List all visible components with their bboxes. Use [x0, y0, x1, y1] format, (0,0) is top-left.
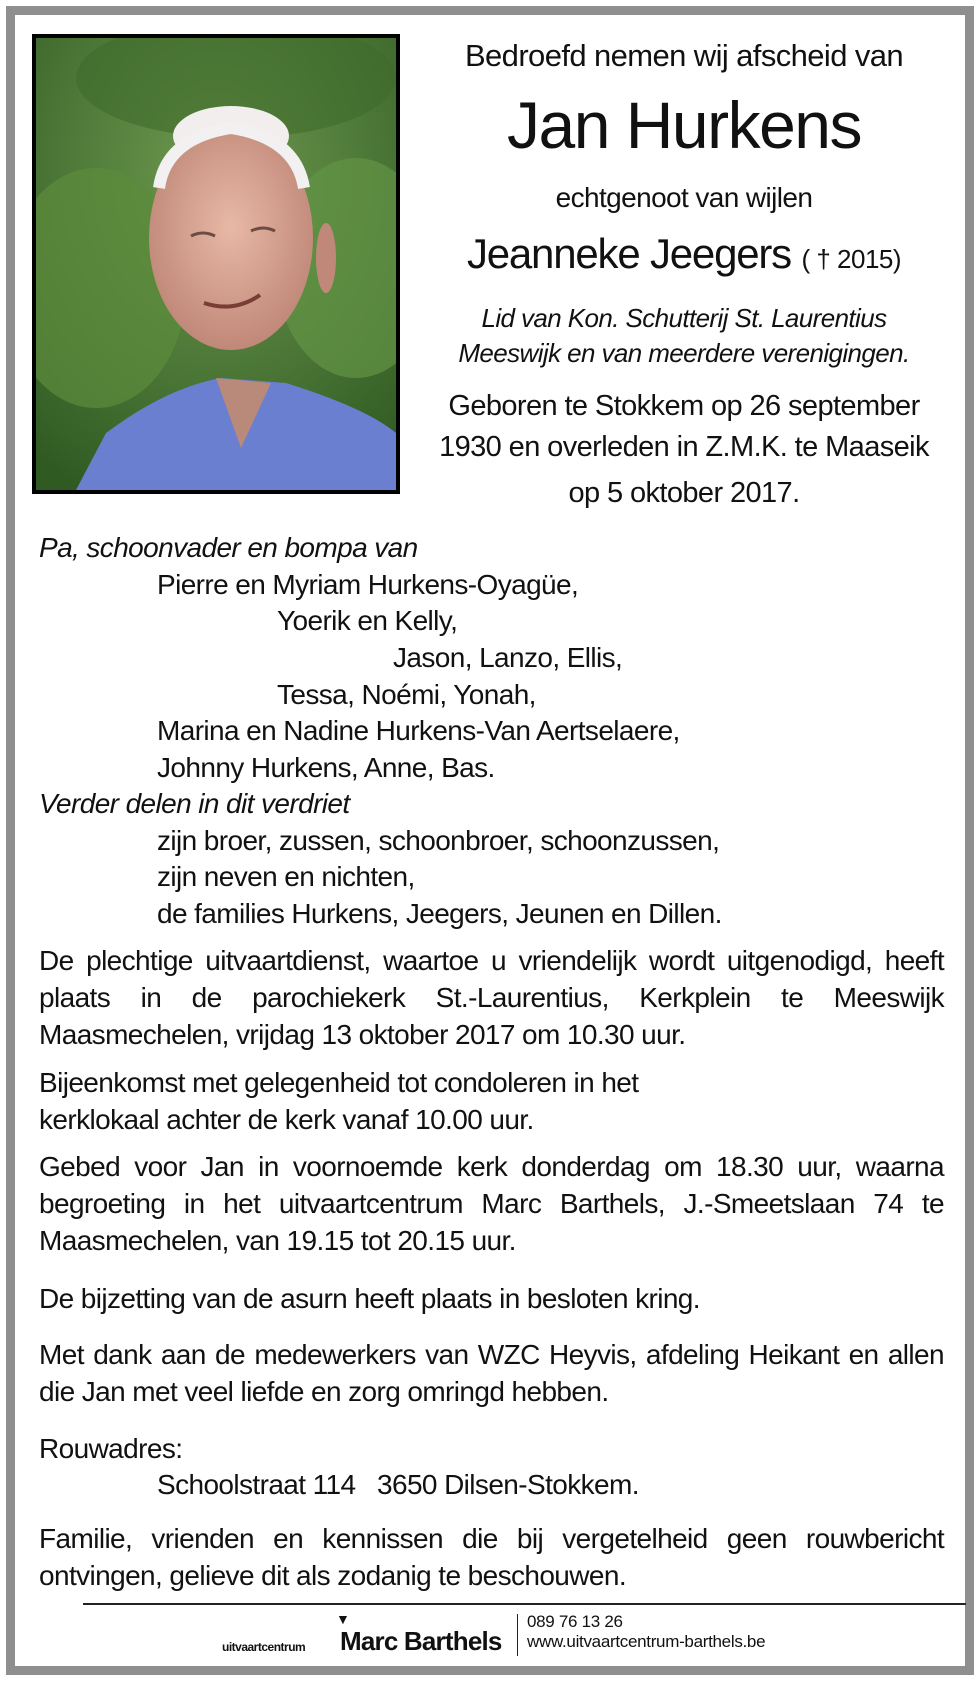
spouse-death: ( † 2015): [801, 244, 902, 274]
life-line-2: 1930 en overleden in Z.M.K. te Maaseik: [439, 431, 929, 463]
family-line: Tessa, Noémi, Yonah,: [277, 679, 536, 710]
family-line: Jason, Lanzo, Ellis,: [393, 642, 623, 673]
life-line-1: Geboren te Stokkem op 26 september: [448, 390, 920, 422]
others-line: zijn broer, zussen, schoonbroer, schoonzussen,: [157, 825, 720, 856]
spouse-line: [420, 228, 948, 285]
footer-brand: Marc Barthels: [340, 1626, 502, 1656]
footer-website[interactable]: www.uitvaartcentrum-barthels.be: [527, 1632, 766, 1651]
others-heading: Verder delen in dit verdriet: [39, 788, 350, 819]
thanks-paragraph: Met dank aan de medewerkers van WZC Heyvis, afdeling Heikant en allen die Jan met veel liefde en zorg omringd hebben.: [39, 1339, 944, 1407]
membership-line-1: Lid van Kon. Schutterij St. Laurentius: [481, 303, 887, 333]
others-line: zijn neven en nichten,: [157, 861, 415, 892]
service-paragraph: De plechtige uitvaartdienst, waartoe u vriendelijk wordt uitgenodigd, heeft plaats in de parochiekerk St.-Laurentius, Kerkplein te Meeswijk Maasmechelen, vrijdag 13 oktober 2017 om 10.30 uur.: [39, 945, 944, 1050]
deceased-name: Jan Hurkens: [506, 88, 861, 162]
family-line: Johnny Hurkens, Anne, Bas.: [157, 752, 495, 783]
footer-logo: [222, 1610, 512, 1666]
family-line: Marina en Nadine Hurkens-Van Aertselaere,: [157, 715, 680, 746]
membership-line-2: Meeswijk en van meerdere verenigingen.: [458, 338, 910, 368]
triangle-logo-icon: ▼: [336, 1611, 350, 1627]
gathering-line-2: kerklokaal achter de kerk vanaf 10.00 uur.: [39, 1104, 534, 1135]
footer-phone: 089 76 13 26: [527, 1612, 623, 1631]
address-label: Rouwadres:: [39, 1433, 183, 1464]
others-line: de families Hurkens, Jeegers, Jeunen en Dillen.: [157, 898, 722, 929]
portrait-photo: [32, 34, 400, 494]
prayer-paragraph: Gebed voor Jan in voornoemde kerk donderdag om 18.30 uur, waarna begroeting in het uitvaartcentrum Marc Barthels, J.-Smeetslaan 74 te Maasmechelen, van 19.15 tot 20.15 uur.: [39, 1151, 944, 1256]
family-line: Yoerik en Kelly,: [277, 605, 458, 636]
address: Schoolstraat 114 3650 Dilsen-Stokkem.: [157, 1469, 639, 1500]
footer-separator: [517, 1614, 518, 1656]
gathering-line-1: Bijeenkomst met gelegenheid tot condoleren in het: [39, 1067, 639, 1098]
family-line: Pierre en Myriam Hurkens-Oyagüe,: [157, 569, 579, 600]
notice-paragraph: Familie, vrienden en kennissen die bij vergetelheid geen rouwbericht ontvingen, gelieve dit als zodanig te beschouwen.: [39, 1523, 944, 1591]
spouse-name: Jeanneke Jeegers: [466, 230, 791, 277]
footer-prefix: uitvaartcentrum: [222, 1640, 306, 1654]
family-heading: Pa, schoonvader en bompa van: [39, 532, 418, 563]
life-line-3: op 5 oktober 2017.: [568, 477, 800, 509]
intro-text: Bedroefd nemen wij afscheid van: [464, 38, 904, 73]
spouse-intro: echtgenoot van wijlen: [555, 182, 813, 213]
footer-divider: [83, 1603, 966, 1605]
burial-paragraph: De bijzetting van de asurn heeft plaats in besloten kring.: [39, 1283, 700, 1314]
